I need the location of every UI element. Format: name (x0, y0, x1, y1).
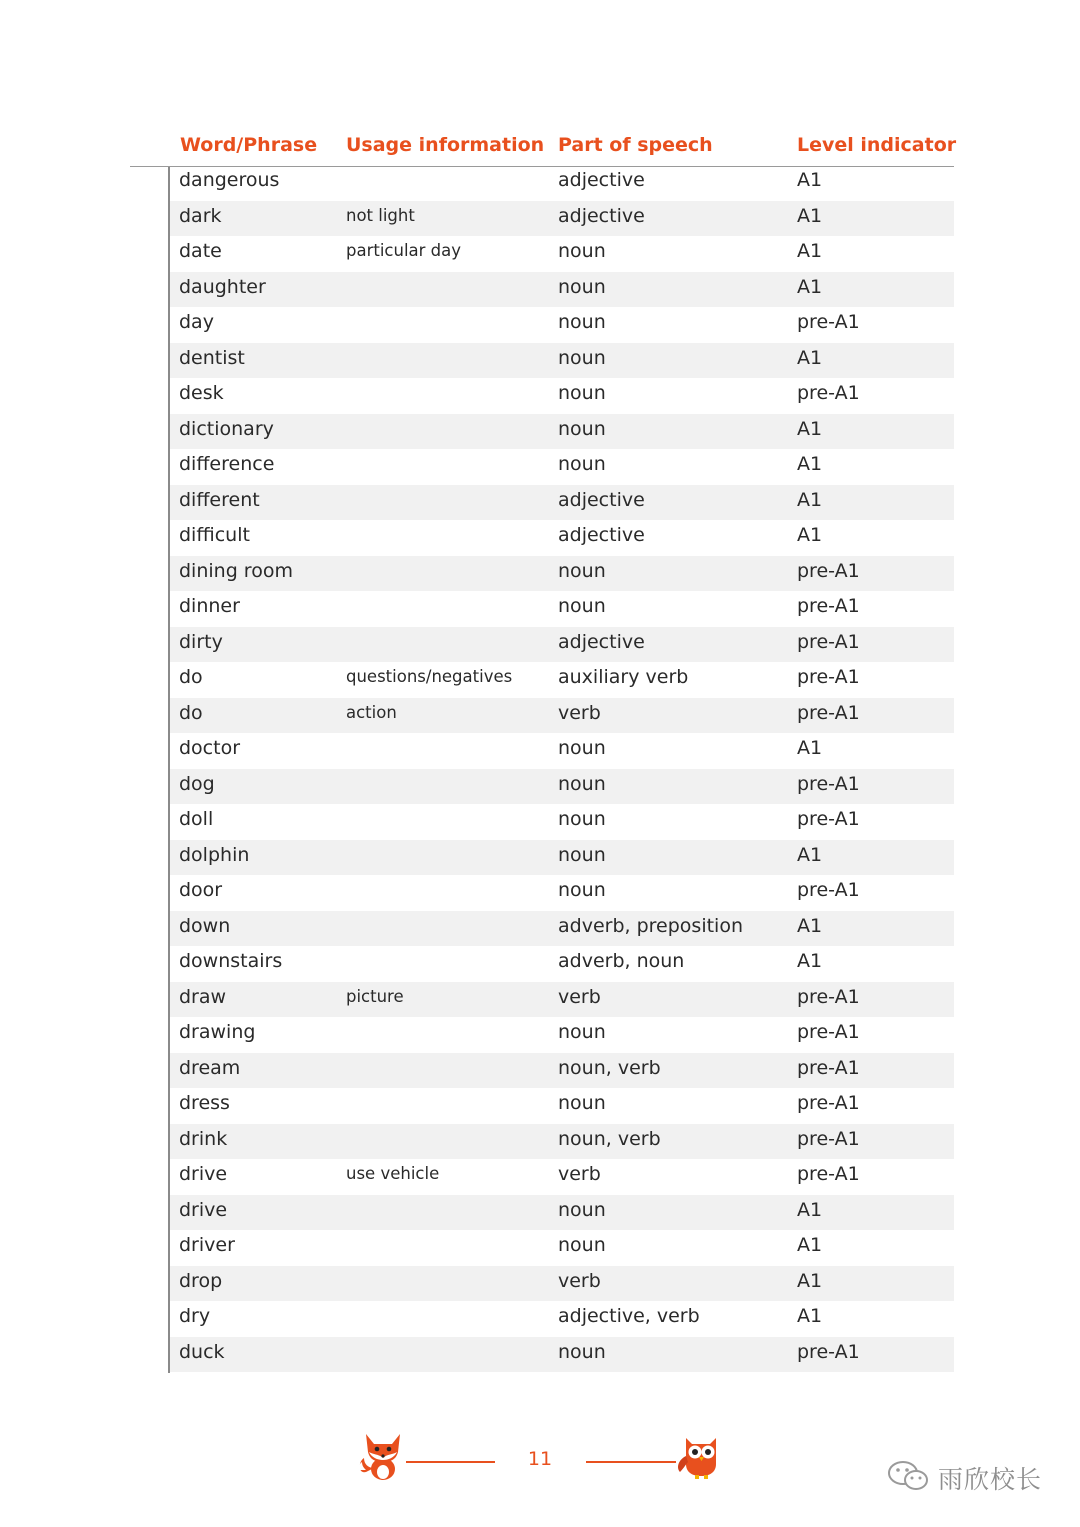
cell-part-of-speech: auxiliary verb (558, 666, 689, 688)
cell-word: day (179, 311, 214, 333)
cell-level: A1 (797, 488, 823, 511)
cell-word: date (179, 240, 222, 262)
cell-part-of-speech: adjective (558, 169, 645, 191)
table-row (170, 627, 954, 663)
cell-word: do (179, 666, 203, 688)
cell-level: A1 (797, 240, 823, 262)
cell-word: doll (179, 808, 214, 830)
cell-part-of-speech: noun (558, 843, 606, 866)
cell-word: do (179, 701, 203, 724)
cell-part-of-speech: adverb, preposition (558, 914, 743, 937)
cell-word: driver (179, 1234, 235, 1256)
table-row (170, 911, 954, 947)
cell-level: A1 (797, 1305, 823, 1327)
table-row (170, 840, 954, 876)
cell-level: pre-A1 (797, 1340, 860, 1363)
cell-usage: particular day (346, 241, 462, 260)
cell-word: draw (179, 985, 227, 1008)
footer-line-left (406, 1461, 495, 1463)
table-row (170, 1195, 954, 1231)
table-row (170, 556, 954, 592)
table-row (170, 733, 954, 769)
cell-word: different (179, 488, 260, 511)
cell-part-of-speech: verb (558, 1269, 601, 1292)
cell-word: dress (179, 1092, 230, 1114)
cell-part-of-speech: noun, verb (558, 1127, 661, 1150)
cell-level: pre-A1 (797, 1056, 860, 1079)
cell-part-of-speech: noun (558, 737, 606, 759)
table-row (170, 982, 954, 1018)
cell-level: A1 (797, 346, 823, 369)
table-row (170, 272, 954, 308)
cell-word: dictionary (179, 417, 274, 440)
cell-word: downstairs (179, 950, 283, 972)
cell-word: dinner (179, 595, 240, 617)
cell-part-of-speech: adverb, noun (558, 950, 685, 972)
table-row (170, 165, 954, 201)
table-row (170, 1301, 954, 1337)
wechat-icon (886, 1459, 932, 1497)
cell-word: drawing (179, 1021, 256, 1043)
cell-word: drink (179, 1127, 228, 1150)
cell-part-of-speech: noun (558, 808, 606, 830)
cell-level: A1 (797, 843, 823, 866)
cell-word: drive (179, 1163, 228, 1185)
cell-word: dining room (179, 559, 293, 582)
cell-part-of-speech: noun (558, 1021, 606, 1043)
cell-word: duck (179, 1340, 225, 1363)
table-row (170, 449, 954, 485)
cell-part-of-speech: noun (558, 1340, 606, 1363)
header-level: Level indicator (797, 134, 957, 156)
cell-word: difficult (179, 524, 250, 546)
cell-level: A1 (797, 1269, 823, 1292)
cell-usage: use vehicle (346, 1164, 440, 1183)
cell-part-of-speech: noun (558, 1092, 606, 1114)
table-row (170, 1124, 954, 1160)
cell-level: pre-A1 (797, 808, 860, 830)
cell-word: dolphin (179, 843, 250, 866)
cell-level: pre-A1 (797, 1092, 860, 1114)
cell-level: pre-A1 (797, 559, 860, 582)
cell-word: dream (179, 1056, 241, 1079)
cell-level: pre-A1 (797, 1021, 860, 1043)
cell-level: A1 (797, 275, 823, 298)
cell-word: doctor (179, 737, 241, 759)
cell-part-of-speech: noun (558, 879, 606, 901)
cell-level: A1 (797, 1198, 823, 1221)
cell-level: pre-A1 (797, 666, 860, 688)
cell-level: pre-A1 (797, 311, 860, 333)
cell-part-of-speech: noun (558, 559, 606, 582)
cell-word: dirty (179, 630, 223, 653)
table-row (170, 1159, 954, 1195)
cell-part-of-speech: noun (558, 772, 606, 795)
table-row (170, 1266, 954, 1302)
cell-part-of-speech: noun (558, 275, 606, 298)
header-part-of-speech: Part of speech (558, 134, 713, 156)
fox-icon (356, 1428, 406, 1486)
table-row (170, 201, 954, 237)
table-row (170, 1088, 954, 1124)
cell-part-of-speech: verb (558, 985, 601, 1008)
cell-word: dentist (179, 346, 245, 369)
cell-level: pre-A1 (797, 595, 860, 617)
cell-level: pre-A1 (797, 985, 860, 1008)
table-row (170, 875, 954, 911)
cell-usage: picture (346, 986, 404, 1006)
cell-part-of-speech: verb (558, 1163, 601, 1185)
table-row (170, 378, 954, 414)
cell-part-of-speech: adjective (558, 524, 645, 546)
cell-level: pre-A1 (797, 772, 860, 795)
cell-word: drive (179, 1198, 228, 1221)
table-row (170, 307, 954, 343)
table-row (170, 662, 954, 698)
cell-part-of-speech: noun (558, 346, 606, 369)
cell-part-of-speech: noun (558, 595, 606, 617)
table-row (170, 1053, 954, 1089)
cell-level: pre-A1 (797, 1127, 860, 1150)
table-row (170, 1337, 954, 1373)
cell-level: A1 (797, 950, 823, 972)
cell-part-of-speech: verb (558, 701, 601, 724)
cell-part-of-speech: noun (558, 1234, 606, 1256)
cell-part-of-speech: adjective (558, 204, 645, 227)
cell-part-of-speech: noun (558, 382, 606, 404)
cell-word: dog (179, 772, 215, 795)
cell-part-of-speech: adjective (558, 630, 645, 653)
table-row (170, 520, 954, 556)
cell-word: dark (179, 204, 222, 227)
table-row (170, 236, 954, 272)
footer-line-right (586, 1461, 676, 1463)
cell-level: A1 (797, 453, 823, 475)
watermark (886, 1458, 1042, 1498)
cell-level: pre-A1 (797, 382, 860, 404)
cell-level: pre-A1 (797, 630, 860, 653)
cell-part-of-speech: noun (558, 1198, 606, 1221)
cell-word: desk (179, 382, 224, 404)
table-row (170, 414, 954, 450)
cell-part-of-speech: noun, verb (558, 1056, 661, 1079)
owl-icon (672, 1428, 728, 1484)
cell-level: pre-A1 (797, 879, 860, 901)
table-row (170, 591, 954, 627)
table-header (130, 130, 957, 167)
cell-word: dangerous (179, 169, 280, 191)
cell-part-of-speech: adjective (558, 488, 645, 511)
cell-level: A1 (797, 524, 823, 546)
cell-word: drop (179, 1269, 223, 1292)
table-row (170, 769, 954, 805)
cell-part-of-speech: noun (558, 453, 606, 475)
table-row (170, 1230, 954, 1266)
cell-usage: questions/negatives (346, 667, 513, 686)
cell-word: difference (179, 453, 275, 475)
header-usage: Usage information (346, 134, 545, 156)
table-row (170, 485, 954, 521)
cell-word: daughter (179, 275, 266, 298)
cell-part-of-speech: adjective, verb (558, 1305, 700, 1327)
page-number: 11 (527, 1448, 553, 1470)
cell-word: door (179, 879, 223, 901)
cell-part-of-speech: noun (558, 311, 606, 333)
cell-level: A1 (797, 204, 823, 227)
table-row (170, 1017, 954, 1053)
cell-level: A1 (797, 1234, 823, 1256)
cell-level: A1 (797, 914, 823, 937)
cell-level: A1 (797, 169, 823, 191)
cell-word: down (179, 914, 231, 937)
table-row (170, 343, 954, 379)
table-row (170, 698, 954, 734)
cell-level: A1 (797, 417, 823, 440)
cell-level: A1 (797, 737, 823, 759)
cell-usage: action (346, 702, 397, 722)
vocabulary-table (170, 165, 954, 1372)
cell-level: pre-A1 (797, 701, 860, 724)
cell-usage: not light (346, 205, 415, 225)
header-word: Word/Phrase (180, 134, 318, 156)
watermark-text: 雨欣校长 (938, 1465, 1043, 1494)
cell-word: dry (179, 1305, 211, 1327)
cell-level: pre-A1 (797, 1163, 860, 1185)
table-row (170, 946, 954, 982)
table-row (170, 804, 954, 840)
cell-part-of-speech: noun (558, 240, 606, 262)
cell-part-of-speech: noun (558, 417, 606, 440)
